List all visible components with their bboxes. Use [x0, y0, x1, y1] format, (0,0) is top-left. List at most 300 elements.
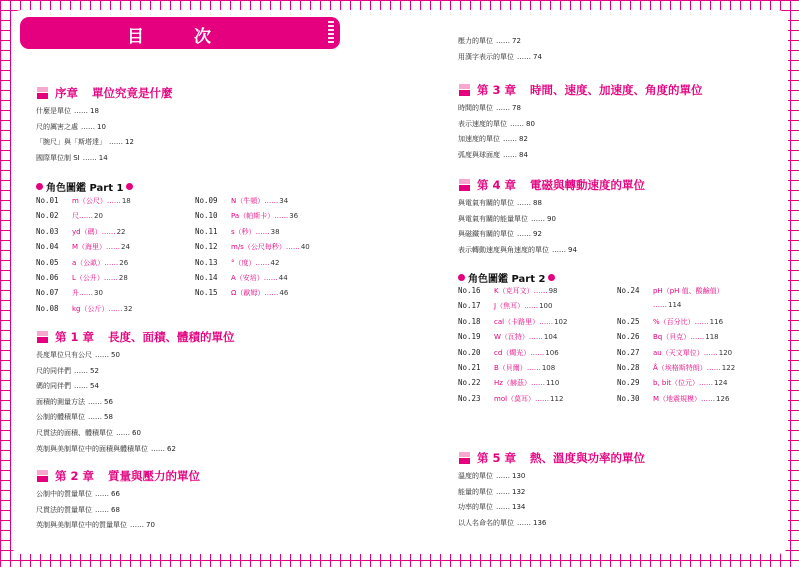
chapter-items	[458, 196, 645, 258]
catalog-entry-number: No.28	[617, 362, 640, 372]
catalog-entry[interactable]	[458, 360, 567, 375]
toc-entry-title: 時間的單位	[458, 104, 493, 112]
catalog-entry[interactable]	[195, 239, 310, 254]
toc-leader: ……	[74, 366, 88, 375]
catalog-entry-unit: au（天文單位）	[653, 348, 704, 357]
catalog-entry-number: No.24	[617, 286, 640, 295]
toc-leader: ……	[517, 518, 531, 527]
catalog-entry-unit: b, bit（位元）	[653, 379, 700, 388]
toc-leader: ……	[517, 52, 531, 61]
catalog-page-number: 34	[279, 197, 289, 205]
catalog-entry-unit: B（貝爾）	[494, 363, 527, 372]
catalog-entry-unit: A（安培）	[231, 273, 264, 282]
toc-entry[interactable]	[458, 243, 645, 259]
chapter-items	[36, 104, 173, 166]
catalog-entry[interactable]	[458, 314, 567, 329]
catalog-column	[36, 193, 132, 316]
toc-entry-title: 國際單位制 SI	[36, 153, 80, 162]
toc-leader: ……	[95, 505, 109, 514]
toc-entry[interactable]	[458, 34, 542, 50]
catalog-entry-unit: M（海里）	[72, 243, 107, 252]
catalog-entry[interactable]	[458, 298, 567, 313]
catalog-entry[interactable]	[617, 314, 735, 329]
catalog-entry-number: No.07	[36, 288, 59, 298]
toc-leader: ……	[703, 348, 718, 357]
toc-leader: ……	[95, 490, 109, 498]
chapter-3	[458, 81, 703, 163]
chapter-5	[458, 449, 645, 531]
toc-entry-title: 英制與美制單位中的面積與體積單位	[36, 444, 148, 453]
toc-entry-title: 面積的測量方法	[36, 397, 85, 406]
toc-page-number: 50	[111, 351, 120, 359]
catalog-page-number: 18	[121, 197, 131, 205]
catalog-entry[interactable]	[458, 345, 567, 360]
toc-entry[interactable]	[36, 364, 235, 380]
toc-entry-title: 加速度的單位	[458, 135, 500, 144]
catalog-page-number: 106	[545, 348, 559, 357]
toc-entry[interactable]	[458, 212, 645, 228]
toc-leader: ……	[526, 363, 541, 372]
catalog-entry-number: No.06	[36, 272, 59, 282]
catalog-entry-unit: Hz（赫茲）	[494, 379, 531, 388]
chapter-items	[36, 348, 235, 457]
catalog-entry[interactable]	[617, 375, 735, 390]
catalog-entry[interactable]	[617, 329, 735, 344]
toc-page-number: 66	[111, 490, 120, 498]
catalog-page-number: 114	[668, 301, 682, 310]
catalog-entry-number: No.03	[36, 226, 59, 236]
toc-entry[interactable]	[36, 426, 235, 442]
chapter-4	[458, 176, 645, 258]
toc-leader: ……	[101, 227, 116, 236]
toc-entry[interactable]	[458, 117, 703, 133]
catalog-entry-number: No.20	[458, 347, 481, 357]
toc-leader: ……	[130, 521, 144, 530]
chapter-icon	[36, 87, 49, 99]
toc-page-number: 134	[512, 503, 526, 512]
toc-page-number: 90	[547, 214, 556, 223]
catalog-entry[interactable]	[36, 285, 132, 300]
catalog-page-number: 36	[289, 212, 299, 221]
toc-entry[interactable]	[458, 148, 703, 164]
catalog-entry[interactable]	[195, 285, 310, 300]
catalog-entry-unit: kg（公斤）	[72, 304, 109, 313]
toc-leader: ……	[496, 104, 510, 112]
toc-leader: ……	[535, 394, 550, 403]
toc-leader: ……	[496, 472, 510, 480]
toc-page-number: 88	[533, 199, 542, 207]
toc-leader: ……	[264, 197, 279, 205]
catalog-page-number: 20	[94, 212, 103, 221]
catalog-entry-number: No.01	[36, 196, 59, 205]
toc-page-number: 92	[533, 230, 542, 239]
catalog-page-number: 98	[548, 287, 558, 295]
catalog-entry-number: No.14	[195, 272, 218, 282]
toc-entry[interactable]	[458, 500, 645, 516]
toc-leader: ……	[82, 153, 97, 162]
toc-entry-title: 能量的單位	[458, 487, 493, 496]
toc-page-number: 12	[125, 138, 134, 147]
toc-leader: ……	[524, 302, 539, 311]
catalog-entry-unit: °（度）	[231, 258, 256, 267]
toc-entry[interactable]	[458, 485, 645, 501]
catalog-entry[interactable]	[195, 224, 310, 239]
catalog-page-number: 24	[121, 243, 130, 252]
chapter-heading: 第 5 章 熱、溫度與功率的單位	[458, 449, 645, 467]
toc-page-number: 80	[526, 119, 535, 128]
catalog-entry[interactable]	[617, 391, 735, 406]
catalog-entry-number: No.15	[195, 288, 218, 298]
catalog-entry[interactable]	[617, 283, 735, 298]
toc-page-number: 132	[512, 487, 526, 496]
toc-entry[interactable]	[458, 196, 645, 212]
catalog-entry-unit: cd（燭光）	[494, 348, 531, 357]
catalog-page-number: 122	[721, 363, 736, 372]
catalog-entry[interactable]	[617, 298, 735, 313]
catalog-entry-unit: yd（碼）	[72, 227, 102, 236]
catalog-entry-number: No.26	[617, 332, 640, 342]
toc-leader: ……	[539, 317, 554, 326]
catalog-entry-number: No.22	[458, 378, 481, 388]
catalog-heading-part1: 角色圖鑑 Part 1	[36, 179, 133, 194]
toc-entry[interactable]	[36, 135, 173, 151]
toc-leader: ……	[517, 230, 531, 239]
bullet-icon	[36, 183, 43, 190]
catalog-entry[interactable]	[36, 301, 132, 316]
chapter-prologue	[36, 84, 173, 166]
toc-leader: ……	[104, 258, 119, 267]
toc-leader: ……	[274, 212, 289, 221]
catalog-page-number: 102	[554, 317, 568, 326]
catalog-page-number: 44	[278, 273, 288, 282]
catalog-entry[interactable]	[36, 239, 132, 254]
toc-entry[interactable]	[36, 518, 200, 534]
catalog-entry-number: No.11	[195, 226, 218, 236]
chapter-icon	[36, 470, 49, 482]
toc-entry-title: 英制與美制單位中的質量單位	[36, 521, 127, 530]
chapter-2-continued	[458, 34, 542, 65]
catalog-page-number: 38	[270, 227, 280, 236]
toc-leader: ……	[496, 37, 510, 45]
catalog-page-number: 46	[279, 289, 289, 298]
catalog-entry-number: No.04	[36, 242, 59, 252]
toc-entry-title: 與磁鐵有關的單位	[458, 230, 514, 239]
toc-leader: ……	[510, 119, 524, 128]
toc-entry-title: 尺貫法的面積、體積單位	[36, 428, 113, 437]
catalog-entry-number: No.29	[617, 378, 640, 388]
catalog-entry[interactable]	[195, 255, 310, 270]
toc-entry-title: 尺的厲害之處	[36, 122, 78, 131]
toc-entry[interactable]	[458, 227, 645, 243]
toc-entry-title: 「腕尺」與「斯塔達」	[36, 138, 106, 147]
toc-leader: ……	[151, 444, 165, 453]
chapter-items	[458, 469, 645, 531]
catalog-entry-number: No.19	[458, 332, 481, 342]
toc-leader: ……	[74, 382, 88, 391]
toc-leader: ……	[103, 273, 118, 282]
toc-page-number: 130	[512, 472, 526, 480]
catalog-entry-number: No.05	[36, 257, 59, 267]
catalog-entry-unit: m/s（公尺每秒）	[231, 243, 286, 252]
toc-entry[interactable]	[36, 379, 235, 395]
catalog-entry[interactable]	[617, 360, 735, 375]
chapter-icon	[36, 331, 49, 343]
toc-title-bar	[20, 17, 340, 49]
catalog-entry-unit: L（公升）	[72, 273, 104, 282]
toc-entry-title: 公制的體積單位	[36, 413, 85, 422]
catalog-page-number: 40	[300, 243, 310, 252]
toc-entry[interactable]	[36, 120, 173, 136]
catalog-entry-number: No.02	[36, 211, 59, 221]
catalog-entry-unit: m（公尺）	[72, 197, 107, 205]
toc-entry[interactable]	[36, 487, 200, 503]
chapter-icon	[458, 179, 471, 191]
catalog-page-number: 116	[709, 317, 724, 326]
toc-entry-title: 弧度與球面度	[458, 150, 500, 159]
catalog-entry-unit: K（克耳文）	[494, 287, 534, 295]
catalog-page-number: 112	[550, 394, 564, 403]
catalog-entry-number: No.12	[195, 242, 218, 252]
toc-page-number: 18	[90, 107, 99, 115]
toc-entry[interactable]	[36, 503, 200, 519]
catalog-entry-number: No.23	[458, 393, 481, 403]
catalog-entry[interactable]	[195, 270, 310, 285]
toc-page-number: 60	[132, 428, 141, 437]
toc-leader: ……	[528, 333, 543, 342]
toc-leader: ……	[109, 138, 123, 147]
chapter-items	[36, 487, 200, 534]
catalog-entry[interactable]	[458, 329, 567, 344]
catalog-entry[interactable]	[36, 270, 132, 285]
chapter-1	[36, 328, 235, 457]
toc-page-number: 74	[533, 52, 542, 61]
toc-leader: ……	[701, 394, 716, 403]
catalog-entry-unit: Å（埃格斯特朗）	[653, 363, 707, 372]
toc-leader: ……	[264, 289, 279, 298]
chapter-heading: 第 4 章 電磁與轉動速度的單位	[458, 176, 645, 194]
toc-page-number: 62	[167, 444, 176, 453]
toc-page-number: 14	[98, 153, 108, 162]
catalog-entry-number: No.21	[458, 362, 481, 372]
toc-leader: ……	[255, 258, 270, 267]
toc-page-number: 54	[90, 382, 99, 391]
toc-leader: ……	[517, 199, 531, 207]
toc-page-number: 84	[519, 150, 528, 159]
toc-leader: ……	[653, 301, 667, 310]
bullet-icon	[126, 183, 133, 190]
toc-leader: ……	[74, 107, 88, 115]
catalog-entry[interactable]	[195, 208, 310, 223]
chapter-items	[458, 34, 542, 65]
toc-entry-title: 表示轉動速度與角速度的單位	[458, 245, 549, 254]
catalog-entry-number: No.08	[36, 303, 59, 313]
chapter-2	[36, 467, 200, 534]
catalog-entry[interactable]	[458, 391, 567, 406]
toc-entry-title: 尺的同伴們	[36, 366, 71, 375]
toc-leader: ……	[88, 413, 102, 422]
toc-entry[interactable]	[458, 101, 703, 117]
chapter-heading: 第 1 章 長度、面積、體積的單位	[36, 328, 235, 346]
catalog-entry-unit: cal（卡路里）	[494, 317, 540, 326]
catalog-page-number: 22	[116, 227, 126, 236]
catalog-entry[interactable]	[195, 193, 310, 208]
toc-page-number: 94	[568, 245, 577, 254]
toc-entry-title: 與電氣有關的能量單位	[458, 214, 528, 223]
catalog-entry-unit: s（秒）	[231, 227, 256, 236]
catalog-page-number: 110	[545, 379, 560, 388]
toc-leader: ……	[79, 212, 93, 221]
toc-leader: ……	[79, 289, 93, 298]
toc-leader: ……	[694, 317, 709, 326]
toc-leader: ……	[699, 379, 714, 388]
catalog-entry-unit: a（公畝）	[72, 258, 105, 267]
catalog-entry-unit: Ω（歐姆）	[231, 289, 265, 298]
toc-leader: ……	[108, 304, 123, 313]
toc-entry-title: 尺貫法的質量單位	[36, 505, 92, 514]
toc-page-number: 136	[533, 518, 547, 527]
chapter-icon	[458, 84, 471, 96]
bullet-icon	[548, 274, 555, 281]
chapter-heading: 第 3 章 時間、速度、加速度、角度的單位	[458, 81, 703, 99]
toc-leader: ……	[285, 243, 300, 252]
catalog-entry[interactable]	[36, 255, 132, 270]
toc-leader: ……	[496, 503, 510, 512]
bullet-icon	[458, 274, 465, 281]
chapter-icon	[458, 452, 471, 464]
toc-leader: ……	[263, 273, 278, 282]
toc-entry-title: 功率的單位	[458, 503, 493, 512]
catalog-entry[interactable]	[36, 224, 132, 239]
toc-page-number: 58	[104, 413, 113, 422]
toc-leader: ……	[530, 348, 545, 357]
catalog-page-number: 28	[118, 273, 128, 282]
catalog-entry-number: No.27	[617, 347, 640, 357]
catalog-page-number: 104	[543, 333, 558, 342]
toc-leader: ……	[106, 243, 121, 252]
catalog-entry-unit: Bq（貝克）	[653, 333, 691, 342]
toc-entry[interactable]	[458, 469, 645, 485]
catalog-column	[458, 283, 567, 406]
catalog-entry-unit: %（百分比）	[653, 317, 695, 326]
catalog-entry-unit: 尺	[72, 212, 79, 221]
catalog-entry-unit: J（焦耳）	[494, 302, 525, 311]
catalog-entry-number: No.30	[617, 393, 640, 403]
catalog-entry-unit: M（地震規模）	[653, 394, 702, 403]
catalog-entry-number: No.09	[195, 196, 218, 205]
page-title: 目 次	[127, 27, 233, 47]
toc-entry-title: 用漢字表示的單位	[458, 52, 514, 61]
toc-entry-title: 表示速度的單位	[458, 119, 507, 128]
toc-entry[interactable]	[36, 442, 235, 458]
catalog-entry-number: No.13	[195, 257, 218, 267]
catalog-entry[interactable]	[458, 375, 567, 390]
toc-leader: ……	[496, 487, 510, 496]
catalog-page-number: 124	[714, 379, 728, 388]
toc-page-number: 82	[519, 135, 528, 144]
toc-leader: ……	[116, 428, 130, 437]
toc-page-number: 78	[512, 104, 521, 112]
toc-entry[interactable]	[458, 132, 703, 148]
catalog-page-number: 30	[94, 289, 103, 298]
toc-entry[interactable]	[36, 104, 173, 120]
toc-entry[interactable]	[36, 151, 173, 167]
catalog-entry[interactable]	[458, 283, 567, 298]
catalog-entry-unit: 升	[72, 289, 79, 298]
chapter-heading: 序章 單位究竟是什麼	[36, 84, 173, 102]
toc-page-number: 68	[111, 505, 120, 514]
catalog-entry-number: No.16	[458, 286, 481, 295]
catalog-entry-number: No.18	[458, 316, 481, 326]
toc-page-number: 72	[512, 37, 521, 45]
toc-entry-title: 與電氣有關的單位	[458, 199, 514, 207]
toc-entry-title: 公制中的質量單位	[36, 490, 92, 498]
toc-leader: ……	[503, 135, 517, 144]
toc-page-number: 52	[90, 366, 99, 375]
catalog-entry-number: No.25	[617, 316, 640, 326]
catalog-entry-unit: mol（莫耳）	[494, 394, 536, 403]
catalog-entry-unit: pH（pH 值、酸鹼值）	[653, 287, 724, 295]
catalog-entry[interactable]	[36, 208, 132, 223]
toc-leader: ……	[552, 245, 566, 254]
toc-entry-title: 以人名命名的單位	[458, 518, 514, 527]
catalog-entry-unit: Pa（帕斯卡）	[231, 212, 275, 221]
catalog-page-number: 120	[718, 348, 733, 357]
toc-leader: ……	[81, 122, 95, 131]
catalog-column	[617, 283, 735, 406]
toc-entry-title: 什麼是單位	[36, 107, 71, 115]
toc-leader: ……	[533, 287, 548, 295]
catalog-page-number: 42	[270, 258, 280, 267]
catalog-page-number: 32	[123, 304, 133, 313]
catalog-entry[interactable]	[36, 193, 132, 208]
toc-leader: ……	[531, 214, 545, 223]
catalog-column	[195, 193, 310, 301]
toc-leader: ……	[255, 227, 270, 236]
toc-leader: ……	[690, 333, 705, 342]
toc-entry-title: 溫度的單位	[458, 472, 493, 480]
toc-leader: ……	[706, 363, 721, 372]
catalog-heading-part2: 角色圖鑑 Part 2	[458, 270, 555, 285]
toc-page-number: 56	[104, 397, 113, 406]
catalog-page-number: 108	[541, 363, 556, 372]
catalog-page-number: 26	[119, 258, 129, 267]
toc-entry-title: 長度單位只有公尺	[36, 351, 92, 359]
toc-entry-title: 壓力的單位	[458, 37, 493, 45]
toc-leader: ……	[530, 379, 545, 388]
toc-page-number: 70	[146, 521, 155, 530]
toc-entry[interactable]	[36, 348, 235, 364]
catalog-entry-unit: W（瓦特）	[494, 333, 529, 342]
toc-entry[interactable]	[458, 516, 645, 532]
title-bar-ornament	[328, 21, 334, 45]
catalog-page-number: 100	[539, 302, 553, 311]
catalog-entry-unit: N（牛頓）	[231, 197, 265, 205]
catalog-page-number: 118	[705, 333, 719, 342]
toc-entry[interactable]	[36, 395, 235, 411]
toc-entry-title: 碼的同伴們	[36, 382, 71, 391]
catalog-entry-number: No.17	[458, 301, 481, 311]
chapter-items	[458, 101, 703, 163]
toc-leader: ……	[106, 197, 121, 205]
toc-leader: ……	[95, 351, 109, 359]
toc-leader: ……	[88, 397, 102, 406]
catalog-entry[interactable]	[617, 345, 735, 360]
catalog-page-number: 126	[716, 394, 730, 403]
toc-entry[interactable]	[458, 50, 542, 66]
toc-page-number: 10	[97, 122, 106, 131]
chapter-heading: 第 2 章 質量與壓力的單位	[36, 467, 200, 485]
toc-entry[interactable]	[36, 410, 235, 426]
